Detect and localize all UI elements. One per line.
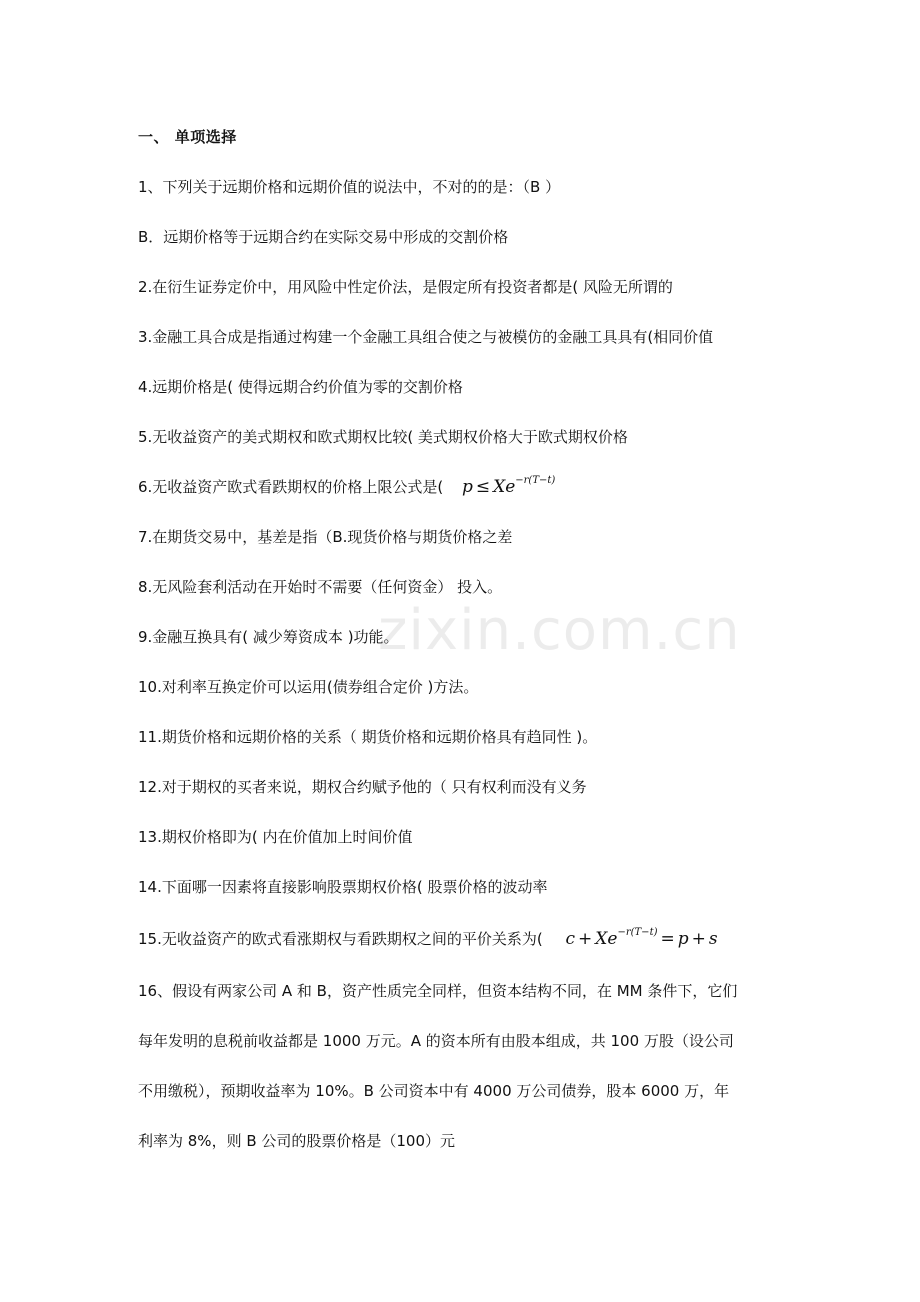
question-6-text: 6.无收益资产欧式看跌期权的价格上限公式是(	[138, 478, 444, 496]
question-13-text: 13.期权价格即为( 内在价值加上时间价值	[138, 828, 413, 846]
question-16-line-1: 16、假设有两家公司 A 和 B，资产性质完全同样，但资本结构不同，在 MM 条件下，它们	[138, 982, 738, 1000]
formula-term: s	[708, 929, 718, 949]
formula-term: c	[565, 929, 576, 949]
formula-term: p	[461, 477, 473, 497]
question-16-line-3: 不用缴税），预期收益率为 10%。B 公司资本中有 4000 万公司债券，股本 6000 万，年	[138, 1082, 730, 1100]
question-1-answer: B．远期价格等于远期合约在实际交易中形成的交割价格	[138, 228, 509, 246]
question-7-text: 7.在期货交易中，基差是指（B.现货价格与期货价格之差	[138, 528, 513, 546]
formula-term: p	[677, 929, 689, 949]
question-10-text: 10.对利率互换定价可以运用(债券组合定价 )方法。	[138, 678, 479, 696]
question-2-text: 2.在衍生证券定价中，用风险中性定价法，是假定所有投资者都是( 风险无所谓的	[138, 278, 673, 296]
question-11-text: 11.期货价格和远期价格的关系（ 期货价格和远期价格具有趋同性 )。	[138, 728, 598, 746]
formula-exponent: −r(T−t)	[515, 475, 556, 486]
question-6-line	[138, 476, 555, 498]
put-upper-bound-formula	[462, 477, 555, 497]
question-9-text: 9.金融互换具有( 减少筹资成本 )功能。	[138, 628, 399, 646]
formula-term: Xe	[595, 929, 618, 949]
formula-operator: =	[660, 929, 675, 949]
question-4-text: 4.远期价格是( 使得远期合约价值为零的交割价格	[138, 378, 463, 396]
formula-operator: +	[691, 929, 706, 949]
question-16-line-4: 利率为 8%，则 B 公司的股票价格是（100）元	[138, 1132, 456, 1150]
question-3-text: 3.金融工具合成是指通过构建一个金融工具组合使之与被模仿的金融工具具有(相同价值	[138, 328, 714, 346]
question-5-text: 5.无收益资产的美式期权和欧式期权比较( 美式期权价格大于欧式期权价格	[138, 428, 628, 446]
site-watermark: zixin.com.cn	[378, 598, 741, 663]
put-call-parity-formula	[566, 929, 718, 949]
formula-operator: +	[578, 929, 593, 949]
formula-term: Xe	[493, 477, 516, 497]
formula-exponent: −r(T−t)	[617, 927, 658, 938]
question-1-text: 1、下列关于远期价格和远期价值的说法中，不对的的是：（B ）	[138, 178, 561, 196]
formula-operator: ≤	[475, 477, 491, 497]
question-12-text: 12.对于期权的买者来说，期权合约赋予他的（ 只有权利而没有义务	[138, 778, 587, 796]
question-8-text: 8.无风险套利活动在开始时不需要（任何资金） 投入。	[138, 578, 503, 596]
question-15-line	[138, 928, 718, 950]
question-16-line-2: 每年发明的息税前收益都是 1000 万元。A 的资本所有由股本组成，共 100 万股（设公司	[138, 1032, 734, 1050]
question-14-text: 14.下面哪一因素将直接影响股票期权价格( 股票价格的波动率	[138, 878, 548, 896]
section-heading: 一、 单项选择	[138, 128, 237, 146]
question-15-text: 15.无收益资产的欧式看涨期权与看跌期权之间的平价关系为(	[138, 930, 543, 948]
